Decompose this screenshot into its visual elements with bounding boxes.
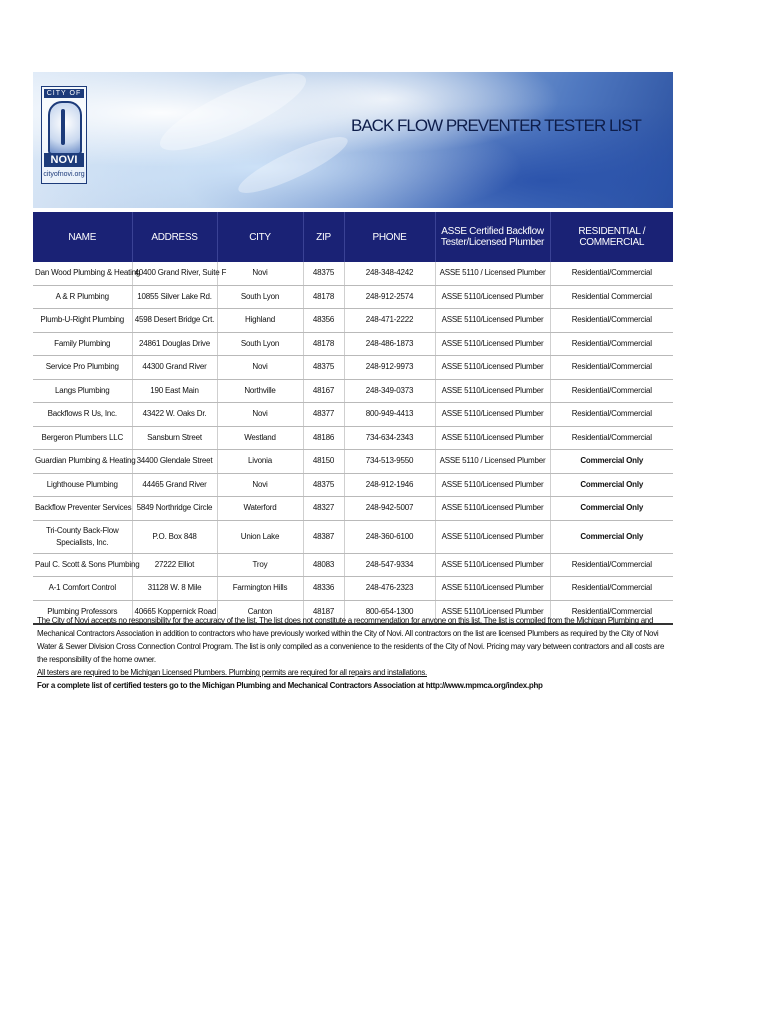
- cell-address: 4598 Desert Bridge Crt.: [132, 309, 217, 333]
- cell-zip: 48150: [303, 450, 344, 474]
- cell-address: 190 East Main: [132, 379, 217, 403]
- cell-certification: ASSE 5110/Licensed Plumber: [435, 332, 550, 356]
- licensing-requirement-text: All testers are required to be Michigan Licensed Plumbers. Plumbing permits are required for all repairs and installations.: [37, 668, 427, 677]
- header-zip: ZIP: [303, 212, 344, 262]
- cell-name: Tri-County Back-Flow Specialists, Inc.: [33, 520, 132, 553]
- header-city: CITY: [217, 212, 303, 262]
- cell-name: Plumbing Professors: [33, 600, 132, 624]
- table-row: [33, 379, 673, 403]
- header-banner: [33, 72, 673, 208]
- header-certification: ASSE Certified Backflow Tester/Licensed Plumber: [435, 212, 550, 262]
- cell-certification: ASSE 5110/Licensed Plumber: [435, 520, 550, 553]
- cell-certification: ASSE 5110/Licensed Plumber: [435, 497, 550, 521]
- table-row: [33, 403, 673, 427]
- cell-name: Family Plumbing: [33, 332, 132, 356]
- cell-phone: 734-513-9550: [344, 450, 435, 474]
- cell-phone: 248-471-2222: [344, 309, 435, 333]
- page-title: BACK FLOW PREVENTER TESTER LIST: [351, 116, 641, 135]
- cell-zip: 48187: [303, 600, 344, 624]
- logo-url: cityofnovi.org: [43, 171, 85, 178]
- cell-type: Commercial Only: [550, 520, 673, 553]
- header-residential-commercial: RESIDENTIAL / COMMERCIAL: [550, 212, 673, 262]
- cell-phone: 248-942-5007: [344, 497, 435, 521]
- cell-name: Guardian Plumbing & Heating: [33, 450, 132, 474]
- cell-certification: ASSE 5110/Licensed Plumber: [435, 426, 550, 450]
- cell-zip: 48178: [303, 285, 344, 309]
- logo-top-text: CITY OF: [44, 89, 84, 98]
- cell-type: Residential/Commercial: [550, 403, 673, 427]
- banner-highlight: [233, 128, 353, 202]
- cell-name: Plumb-U-Right Plumbing: [33, 309, 132, 333]
- table-header-row: [33, 212, 673, 262]
- cell-address: 27222 Elliot: [132, 553, 217, 577]
- cell-phone: 248-349-0373: [344, 379, 435, 403]
- cell-type: Residential/Commercial: [550, 332, 673, 356]
- cell-zip: 48327: [303, 497, 344, 521]
- table-row: [33, 285, 673, 309]
- table-row: [33, 356, 673, 380]
- cell-phone: 248-912-9973: [344, 356, 435, 380]
- table-row: [33, 426, 673, 450]
- cell-certification: ASSE 5110/Licensed Plumber: [435, 473, 550, 497]
- cell-address: 5849 Northridge Circle: [132, 497, 217, 521]
- tester-table: [33, 212, 673, 625]
- cell-city: Highland: [217, 309, 303, 333]
- cell-certification: ASSE 5110/Licensed Plumber: [435, 553, 550, 577]
- cell-zip: 48387: [303, 520, 344, 553]
- cell-name: A & R Plumbing: [33, 285, 132, 309]
- cell-city: South Lyon: [217, 332, 303, 356]
- cell-type: Commercial Only: [550, 497, 673, 521]
- cell-type: Residential/Commercial: [550, 379, 673, 403]
- cell-name: Service Pro Plumbing: [33, 356, 132, 380]
- header-name: NAME: [33, 212, 132, 262]
- table-row: [33, 262, 673, 285]
- logo-emblem-icon: [48, 101, 82, 155]
- table-row: [33, 332, 673, 356]
- cell-name: Dan Wood Plumbing & Heating: [33, 262, 132, 285]
- cell-city: Livonia: [217, 450, 303, 474]
- cell-type: Residential/Commercial: [550, 262, 673, 285]
- cell-phone: 248-360-6100: [344, 520, 435, 553]
- cell-zip: 48083: [303, 553, 344, 577]
- cell-address: 34400 Glendale Street: [132, 450, 217, 474]
- cell-address: 44300 Grand River: [132, 356, 217, 380]
- cell-phone: 800-949-4413: [344, 403, 435, 427]
- cell-address: 10855 Silver Lake Rd.: [132, 285, 217, 309]
- cell-name: Bergeron Plumbers LLC: [33, 426, 132, 450]
- table-row: [33, 520, 673, 553]
- cell-type: Commercial Only: [550, 473, 673, 497]
- table-row: [33, 473, 673, 497]
- header-address: ADDRESS: [132, 212, 217, 262]
- cell-type: Residential/Commercial: [550, 577, 673, 601]
- cell-phone: 248-547-9334: [344, 553, 435, 577]
- cell-certification: ASSE 5110/Licensed Plumber: [435, 309, 550, 333]
- cell-type: Residential Commercial: [550, 285, 673, 309]
- cell-name: A-1 Comfort Control: [33, 577, 132, 601]
- cell-address: 31128 W. 8 Mile: [132, 577, 217, 601]
- cell-address: 24861 Douglas Drive: [132, 332, 217, 356]
- cell-city: Canton: [217, 600, 303, 624]
- city-logo: [41, 86, 87, 184]
- cell-city: Novi: [217, 473, 303, 497]
- cell-name: Backflow Preventer Services: [33, 497, 132, 521]
- table-row: [33, 309, 673, 333]
- cell-phone: 800-654-1300: [344, 600, 435, 624]
- cell-city: Union Lake: [217, 520, 303, 553]
- cell-certification: ASSE 5110/Licensed Plumber: [435, 356, 550, 380]
- cell-name: Langs Plumbing: [33, 379, 132, 403]
- cell-phone: 248-912-2574: [344, 285, 435, 309]
- cell-certification: ASSE 5110/Licensed Plumber: [435, 285, 550, 309]
- table-row: [33, 553, 673, 577]
- cell-phone: 248-476-2323: [344, 577, 435, 601]
- banner-highlight: [152, 60, 314, 164]
- cell-city: Waterford: [217, 497, 303, 521]
- cell-certification: ASSE 5110/Licensed Plumber: [435, 600, 550, 624]
- notes-section: [37, 614, 673, 692]
- cell-type: Residential/Commercial: [550, 426, 673, 450]
- cell-address: 44465 Grand River: [132, 473, 217, 497]
- cell-zip: 48356: [303, 309, 344, 333]
- cell-phone: 734-634-2343: [344, 426, 435, 450]
- header-phone: PHONE: [344, 212, 435, 262]
- cell-certification: ASSE 5110 / Licensed Plumber: [435, 450, 550, 474]
- cell-city: Farmington Hills: [217, 577, 303, 601]
- cell-type: Commercial Only: [550, 450, 673, 474]
- cell-zip: 48178: [303, 332, 344, 356]
- cell-zip: 48375: [303, 262, 344, 285]
- cell-phone: 248-348-4242: [344, 262, 435, 285]
- cell-type: Residential/Commercial: [550, 553, 673, 577]
- cell-address: 43422 W. Oaks Dr.: [132, 403, 217, 427]
- cell-zip: 48375: [303, 356, 344, 380]
- cell-zip: 48377: [303, 403, 344, 427]
- logo-bottom-text: NOVI: [44, 153, 84, 167]
- cell-type: Residential/Commercial: [550, 356, 673, 380]
- cell-address: Sansburn Street: [132, 426, 217, 450]
- table-row: [33, 497, 673, 521]
- cell-city: Novi: [217, 262, 303, 285]
- cell-name: Lighthouse Plumbing: [33, 473, 132, 497]
- cell-city: Northville: [217, 379, 303, 403]
- cell-certification: ASSE 5110/Licensed Plumber: [435, 379, 550, 403]
- cell-address: P.O. Box 848: [132, 520, 217, 553]
- cell-certification: ASSE 5110 / Licensed Plumber: [435, 262, 550, 285]
- cell-address: 40665 Koppernick Road: [132, 600, 217, 624]
- table-row: [33, 450, 673, 474]
- cell-phone: 248-486-1873: [344, 332, 435, 356]
- cell-name: Paul C. Scott & Sons Plumbing: [33, 553, 132, 577]
- cell-zip: 48167: [303, 379, 344, 403]
- cell-city: South Lyon: [217, 285, 303, 309]
- cell-address: 40400 Grand River, Suite F: [132, 262, 217, 285]
- disclaimer-text: The City of Novi accepts no responsibility for the accuracy of the list. The list does not constitute a recommendation for anyone on this list. The list is compiled from the Michigan Plumbing and Mechanical Contractors Association in addition to contractors who have previously worked within the City of Novi. All contractors on the list are licensed Plumbers as required by the City of Novi Water & Sewer Division Cross Connection Control Program. The list is only compiled as a convenience to the residents of the City of Novi. Pricing may vary between contractors and all costs are the responsibility of the home owner.: [37, 616, 665, 664]
- cell-zip: 48186: [303, 426, 344, 450]
- mpmca-link-text[interactable]: For a complete list of certified testers go to the Michigan Plumbing and Mechanical Contractors Association at http://www.mpmca.org/index.php: [37, 681, 543, 690]
- cell-phone: 248-912-1946: [344, 473, 435, 497]
- cell-name: Backflows R Us, Inc.: [33, 403, 132, 427]
- cell-city: Troy: [217, 553, 303, 577]
- cell-zip: 48336: [303, 577, 344, 601]
- cell-city: Novi: [217, 356, 303, 380]
- cell-city: Novi: [217, 403, 303, 427]
- cell-certification: ASSE 5110/Licensed Plumber: [435, 577, 550, 601]
- cell-type: Residential/Commercial: [550, 309, 673, 333]
- cell-type: Residential/Commercial: [550, 600, 673, 624]
- cell-city: Westland: [217, 426, 303, 450]
- cell-zip: 48375: [303, 473, 344, 497]
- cell-certification: ASSE 5110/Licensed Plumber: [435, 403, 550, 427]
- table-row: [33, 577, 673, 601]
